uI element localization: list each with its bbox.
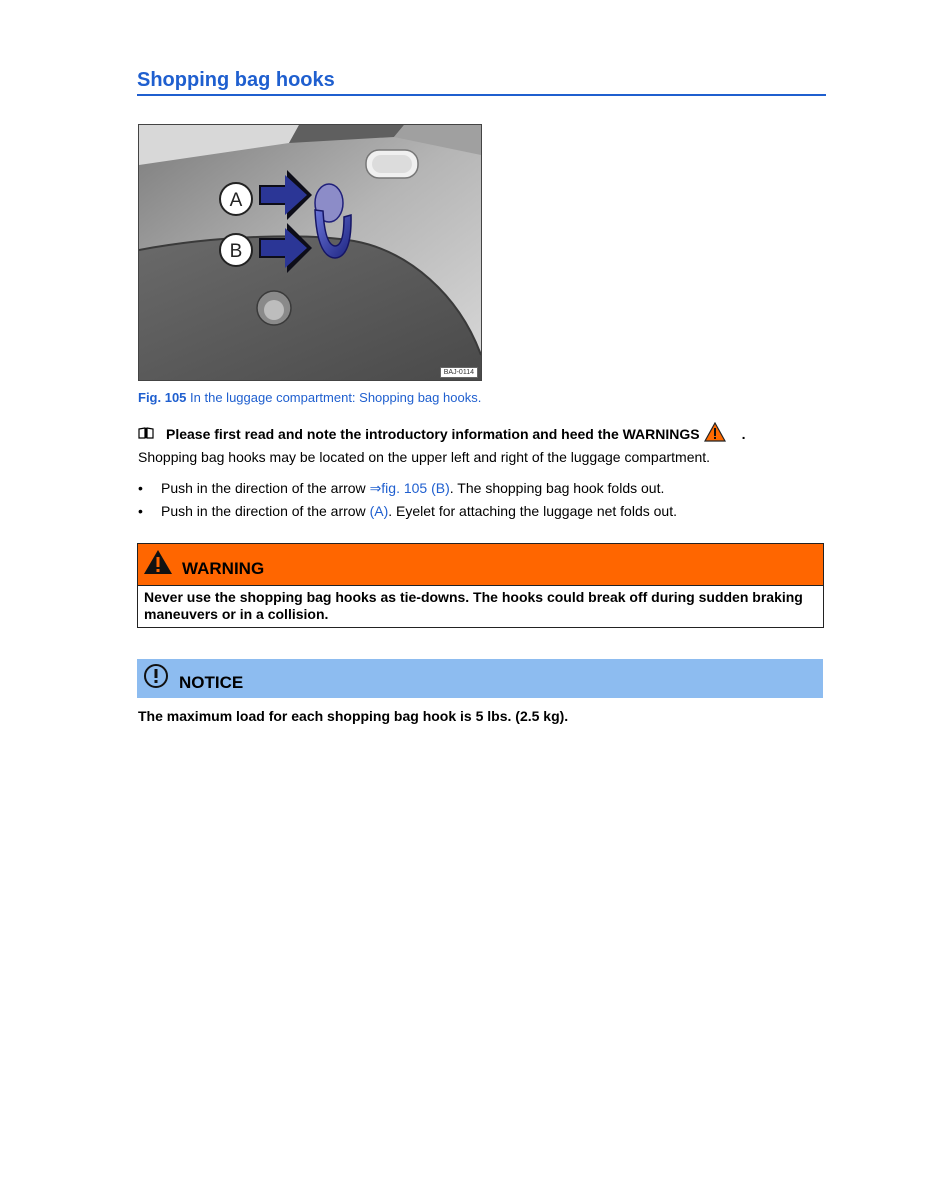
intro-line [138, 422, 746, 445]
intro-end: . [741, 425, 746, 442]
warning-triangle-icon[interactable] [704, 422, 726, 445]
bullet-dot: • [138, 502, 143, 519]
warning-label: WARNING [182, 558, 265, 578]
hook-illustration [139, 125, 481, 380]
warning-icon [143, 549, 173, 580]
notice-label: NOTICE [179, 672, 244, 692]
notice-header [137, 659, 823, 698]
warning-text: Never use the shopping bag hooks as tie-downs. The hooks could break off during sudden braking maneuvers or in a collision. [144, 589, 803, 622]
warning-header [138, 544, 823, 586]
figure-caption-text: In the luggage compartment: Shopping bag hooks. [190, 390, 482, 405]
intro-text: Please first read and note the introductory information and heed the WARNINGS [166, 425, 700, 442]
list-item [138, 502, 677, 525]
figure-caption [138, 390, 481, 405]
figure-luggage-compartment [138, 124, 482, 381]
label-a: A [229, 190, 243, 211]
list-item-text: . Eyelet for attaching the luggage net folds out. [388, 502, 677, 519]
bullet-dot: • [138, 480, 143, 496]
label-b: B [229, 241, 243, 262]
figure-link[interactable]: ⇒fig. 105 (B) [369, 480, 450, 496]
notice-text: The maximum load for each shopping bag hook is 5 lbs. (2.5 kg). [138, 708, 569, 724]
list-item [138, 479, 677, 502]
figure-caption-label: Fig. 105 [138, 390, 187, 405]
list-item-text: . The shopping bag hook folds out. [449, 480, 665, 496]
instruction-list [138, 479, 677, 524]
body-paragraph: Shopping bag hooks may be located on the upper left and right of the luggage compartment. [138, 449, 711, 465]
warning-box [137, 543, 824, 628]
list-item-text: Push in the direction of the arrow [161, 480, 370, 496]
figure-code: BAJ-0114 [440, 367, 478, 378]
label-link[interactable]: (A) [369, 502, 389, 519]
notice-icon [143, 663, 169, 694]
page-title: Shopping bag hooks [137, 68, 826, 96]
list-item-text: Push in the direction of the arrow [161, 502, 370, 519]
book-icon [138, 426, 154, 442]
